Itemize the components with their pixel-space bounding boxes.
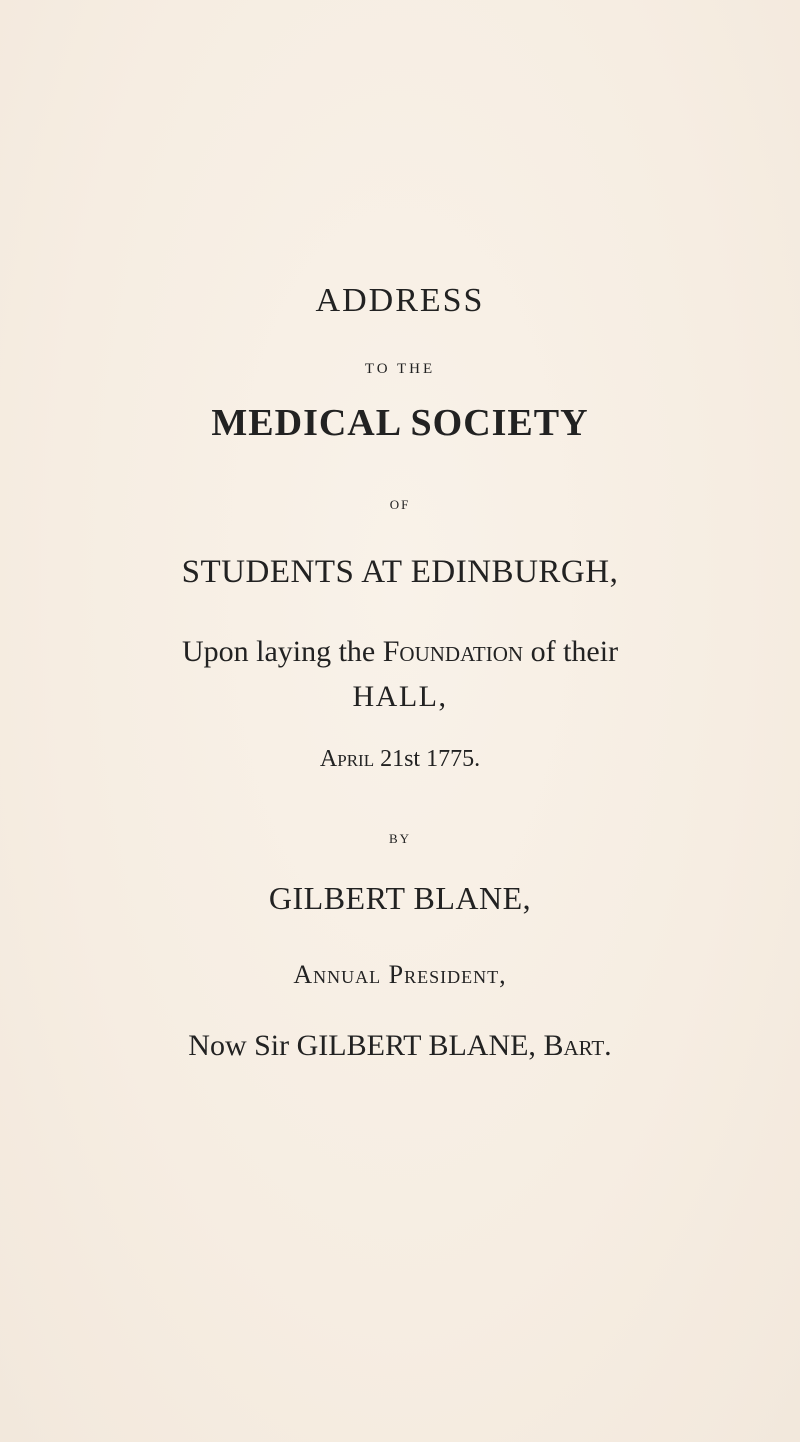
students-line: STUDENTS AT EDINBURGH, (181, 554, 619, 590)
author-name: GILBERT BLANE, (268, 880, 532, 916)
april-word: April (319, 746, 375, 772)
bart-word: Bart. (543, 1029, 612, 1062)
of-their-text: of their (530, 635, 619, 668)
upon-laying-line (0, 637, 800, 667)
hall-line: HALL, (352, 680, 448, 713)
date-text: 21st 1775. (380, 746, 481, 772)
annual-president-line: Annual President, (293, 960, 507, 989)
by-line: BY (388, 831, 412, 846)
medical-society-heading: MEDICAL SOCIETY (211, 402, 589, 444)
of-line: OF (389, 497, 411, 512)
date-line (0, 747, 800, 771)
foundation-word: Foundation (382, 635, 524, 668)
upon-laying-text: Upon laying the (181, 635, 376, 668)
to-the-line: TO THE (364, 361, 436, 377)
now-sir-text: Now Sir GILBERT BLANE, (188, 1029, 536, 1062)
now-sir-line (0, 1031, 800, 1061)
heading-address: ADDRESS (315, 282, 485, 319)
